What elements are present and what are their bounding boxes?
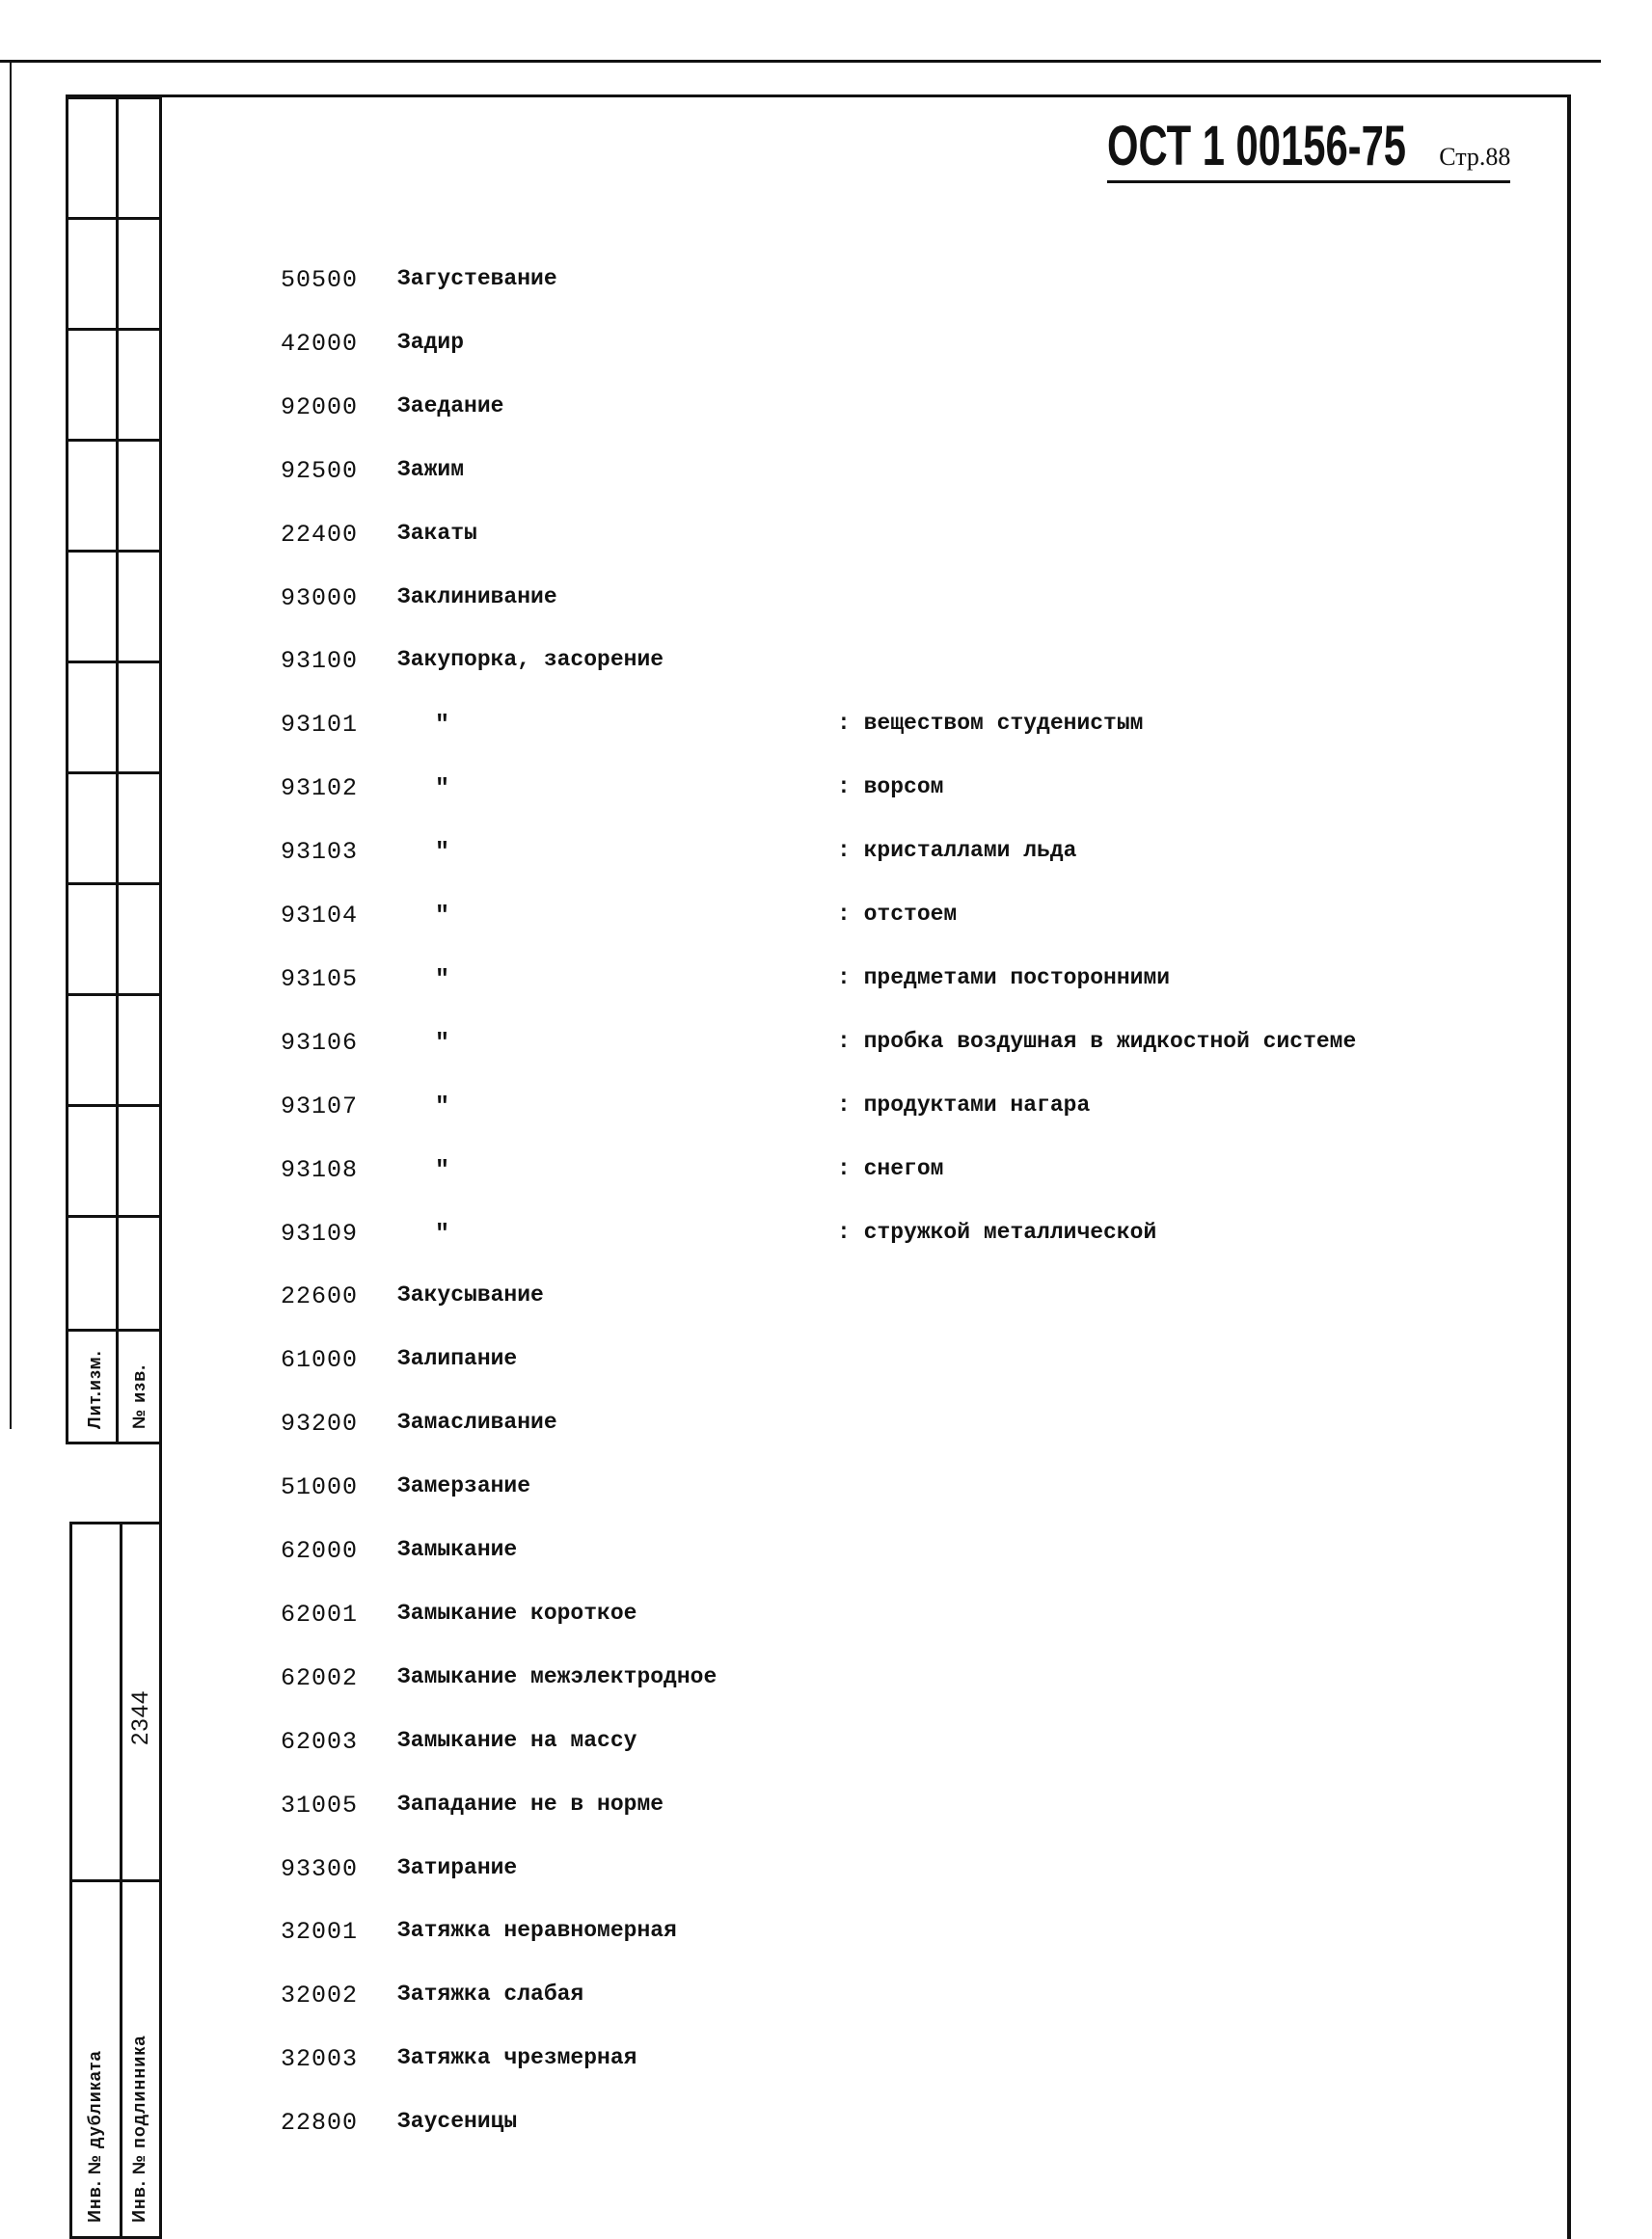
- margin-cell: [66, 1104, 119, 1218]
- defect-code: 93105: [281, 964, 359, 993]
- defect-code: 92000: [281, 392, 359, 421]
- defect-subtype: : продуктами нагара: [837, 1092, 1091, 1118]
- defect-subtype: : пробка воздушная в жидкостной системе: [837, 1028, 1357, 1054]
- margin-cell: [66, 439, 119, 553]
- defect-name: Загустевание: [397, 266, 557, 291]
- standard-number: ОСТ 1 00156-75: [1107, 115, 1407, 177]
- margin-cell: [66, 550, 119, 663]
- defect-code: 93109: [281, 1219, 359, 1248]
- defect-subtype: : стружкой металлической: [837, 1219, 1157, 1245]
- ditto-mark: ": [435, 1155, 450, 1184]
- frame-top-line: [0, 60, 1601, 63]
- defect-name: Закусывание: [397, 1282, 544, 1308]
- frame-right: [1567, 94, 1571, 2239]
- defect-code: 62002: [281, 1663, 359, 1692]
- defect-name: Замыкание короткое: [397, 1600, 637, 1626]
- defect-code: 32003: [281, 2045, 359, 2074]
- margin-cell: [66, 771, 119, 885]
- ditto-mark: ": [435, 711, 450, 740]
- defect-subtype: : снегом: [837, 1155, 944, 1181]
- margin-cell: [66, 96, 119, 220]
- defect-code: 93108: [281, 1155, 359, 1184]
- margin-cell: [116, 439, 162, 553]
- margin-cell: [116, 217, 162, 331]
- dup-inventory-label: Инв. № дубликата: [85, 2050, 104, 2223]
- ditto-mark: ": [435, 774, 450, 803]
- defect-subtype: : предметами посторонними: [837, 964, 1171, 990]
- defect-code: 62003: [281, 1727, 359, 1756]
- orig-inventory-label: Инв. № подлинника: [129, 2035, 149, 2223]
- defect-name: Замерзание: [397, 1473, 531, 1499]
- defect-code: 22600: [281, 1282, 359, 1311]
- no-izv-label: № изв.: [129, 1363, 149, 1429]
- defect-name: Заклинивание: [397, 583, 557, 609]
- document-header: [1107, 114, 1510, 183]
- margin-cell: [66, 217, 119, 331]
- ditto-mark: ": [435, 1219, 450, 1248]
- defect-name: Затяжка неравномерная: [397, 1918, 677, 1944]
- defect-name: Закаты: [397, 520, 477, 546]
- defect-code: 51000: [281, 1473, 359, 1502]
- defect-code: 61000: [281, 1346, 359, 1375]
- defect-code: 31005: [281, 1791, 359, 1820]
- defect-code: 62000: [281, 1537, 359, 1565]
- defect-subtype: : отстоем: [837, 902, 958, 927]
- margin-cell: [66, 882, 119, 996]
- defect-name: Затяжка чрезмерная: [397, 2045, 637, 2071]
- defect-name: Зажим: [397, 456, 465, 482]
- frame-inner-top: [66, 94, 1570, 97]
- margin-cell: [116, 328, 162, 442]
- defect-name: Задир: [397, 329, 465, 355]
- defect-code: 93300: [281, 1854, 359, 1883]
- margin-cell: [66, 328, 119, 442]
- frame-outer-left: [10, 60, 12, 1429]
- defect-subtype: : ворсом: [837, 774, 944, 800]
- defect-name: Заусеницы: [397, 2109, 518, 2135]
- defect-subtype: : веществом студенистым: [837, 711, 1144, 737]
- defect-code: 22800: [281, 2109, 359, 2138]
- defect-code: 32002: [281, 1982, 359, 2010]
- defect-name: Затяжка слабая: [397, 1982, 584, 2008]
- defect-name: Замасливание: [397, 1410, 557, 1436]
- defect-name: Закупорка, засорение: [397, 647, 664, 673]
- margin-cell: [66, 661, 119, 774]
- defect-code: 22400: [281, 520, 359, 549]
- ditto-mark: ": [435, 1028, 450, 1057]
- margin-cell: [116, 993, 162, 1107]
- margin-cell: [69, 1522, 122, 1882]
- margin-cell: [66, 1215, 119, 1332]
- defect-code: 93106: [281, 1028, 359, 1057]
- defect-code: 42000: [281, 329, 359, 358]
- margin-cell: [116, 1215, 162, 1332]
- lit-izm-label: Лит.изм.: [85, 1350, 104, 1429]
- ditto-mark: ": [435, 964, 450, 993]
- defect-name: Залипание: [397, 1346, 518, 1372]
- defect-code: 93000: [281, 583, 359, 612]
- margin-cell: [116, 661, 162, 774]
- defect-code: 92500: [281, 456, 359, 485]
- ditto-mark: ": [435, 902, 450, 930]
- defect-name: Затирание: [397, 1854, 518, 1880]
- margin-cell: [116, 96, 162, 220]
- defect-subtype: : кристаллами льда: [837, 838, 1077, 864]
- margin-cell: [116, 1104, 162, 1218]
- defect-code: 93103: [281, 838, 359, 867]
- orig-number: 2344: [127, 1689, 153, 1745]
- defect-name: Западание не в норме: [397, 1791, 664, 1817]
- defect-code: 50500: [281, 266, 359, 294]
- defect-code: 93101: [281, 711, 359, 740]
- margin-cell: [116, 771, 162, 885]
- defect-code: 93102: [281, 774, 359, 803]
- defect-code: 93200: [281, 1410, 359, 1439]
- defect-name: Замыкание на массу: [397, 1727, 637, 1753]
- defect-name: Замыкание межэлектродное: [397, 1663, 718, 1689]
- ditto-mark: ": [435, 838, 450, 867]
- defect-code: 93100: [281, 647, 359, 676]
- margin-cell: [116, 550, 162, 663]
- defect-code: 93107: [281, 1092, 359, 1120]
- defect-code: 62001: [281, 1600, 359, 1629]
- page-number: Стр.88: [1439, 143, 1511, 171]
- defect-name: Заедание: [397, 392, 504, 418]
- margin-cell: [66, 993, 119, 1107]
- defect-code: 32001: [281, 1918, 359, 1947]
- margin-cell: [116, 882, 162, 996]
- defect-name: Замыкание: [397, 1537, 518, 1562]
- defect-code: 93104: [281, 902, 359, 930]
- ditto-mark: ": [435, 1092, 450, 1120]
